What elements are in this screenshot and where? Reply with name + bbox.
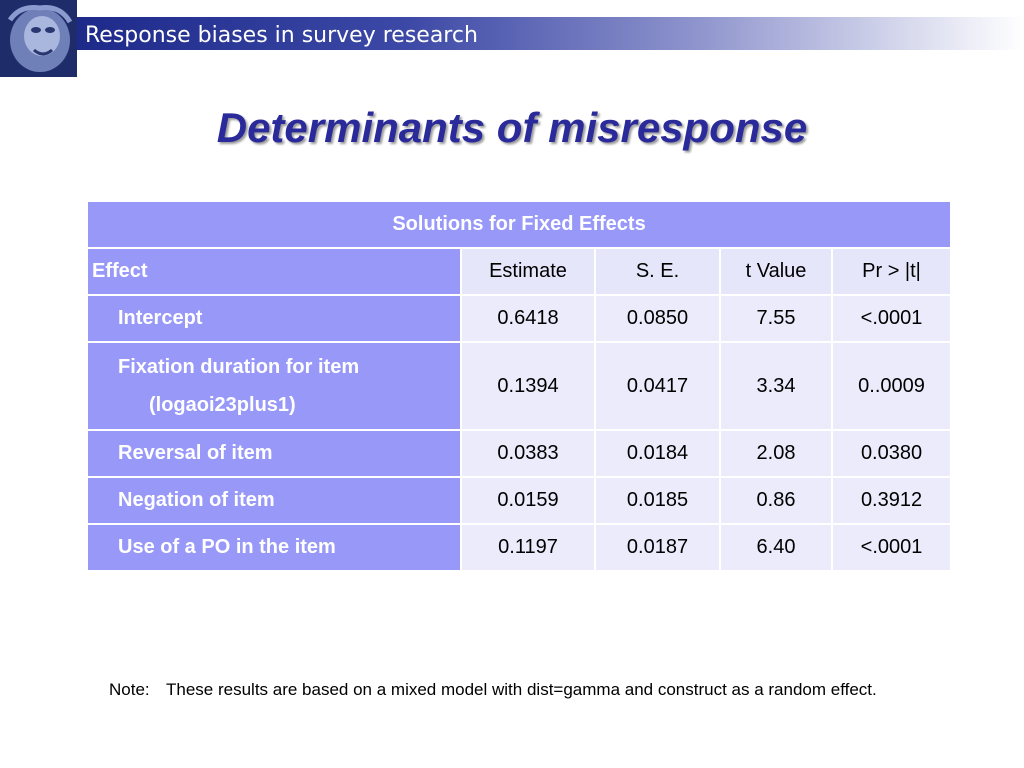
p-value-cell: <.0001	[832, 524, 951, 571]
column-header-p-value: Pr > |t|	[832, 248, 951, 295]
t-value-cell: 7.55	[720, 295, 832, 342]
se-cell: 0.0417	[595, 342, 720, 430]
p-value-cell: 0..0009	[832, 342, 951, 430]
effect-label: Negation of item	[87, 477, 461, 524]
effect-label-line1: Fixation duration for item	[118, 356, 360, 378]
effect-label: Intercept	[87, 295, 461, 342]
footnote-label: Note:	[109, 680, 150, 699]
se-cell: 0.0185	[595, 477, 720, 524]
table-row	[87, 477, 951, 524]
p-value-cell: 0.0380	[832, 430, 951, 477]
fixed-effects-table	[86, 200, 952, 572]
lion-logo-icon	[0, 0, 77, 77]
column-header-se: S. E.	[595, 248, 720, 295]
column-header-effect: Effect	[87, 248, 461, 295]
t-value-cell: 3.34	[720, 342, 832, 430]
table-caption: Solutions for Fixed Effects	[87, 201, 951, 248]
t-value-cell: 0.86	[720, 477, 832, 524]
p-value-cell: 0.3912	[832, 477, 951, 524]
column-header-estimate: Estimate	[461, 248, 595, 295]
banner-title: Response biases in survey research	[85, 23, 478, 48]
p-value-cell: <.0001	[832, 295, 951, 342]
effect-label: Reversal of item	[87, 430, 461, 477]
se-cell: 0.0850	[595, 295, 720, 342]
table-header-row	[87, 248, 951, 295]
footnote-text: These results are based on a mixed model with dist=gamma and construct as a random effect.	[166, 680, 877, 699]
t-value-cell: 2.08	[720, 430, 832, 477]
estimate-cell: 0.1197	[461, 524, 595, 571]
table-row	[87, 524, 951, 571]
table-row	[87, 295, 951, 342]
table-row	[87, 342, 951, 430]
estimate-cell: 0.1394	[461, 342, 595, 430]
se-cell: 0.0184	[595, 430, 720, 477]
estimate-cell: 0.0159	[461, 477, 595, 524]
slide-title: Determinants of misresponse	[216, 104, 808, 151]
effect-label	[87, 342, 461, 430]
estimate-cell: 0.0383	[461, 430, 595, 477]
se-cell: 0.0187	[595, 524, 720, 571]
t-value-cell: 6.40	[720, 524, 832, 571]
table-caption-row	[87, 201, 951, 248]
effect-label-line2: (logaoi23plus1)	[149, 394, 296, 416]
effect-label: Use of a PO in the item	[87, 524, 461, 571]
table-row	[87, 430, 951, 477]
column-header-t-value: t Value	[720, 248, 832, 295]
estimate-cell: 0.6418	[461, 295, 595, 342]
